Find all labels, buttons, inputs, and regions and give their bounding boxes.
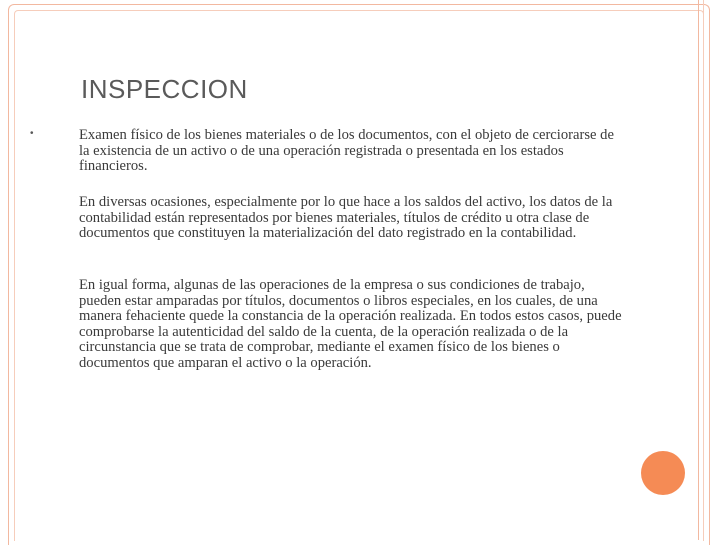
bullet-marker: •: [30, 128, 34, 139]
paragraph-definition: Examen físico de los bienes materiales o de los documentos, con el objeto de cerciorarse de la existencia de un activo o de una operación registrada o presentada en los estados financieros.: [79, 127, 614, 175]
paragraph-activo: En diversas ocasiones, especialmente por lo que hace a los saldos del activo, los datos de la contabilidad están representados por bienes materiales, títulos de crédito u otra clase de documentos que constituyen la materialización del dato registrado en la contabilidad.: [79, 194, 613, 242]
paragraph-operaciones: En igual forma, algunas de las operaciones de la empresa o sus condiciones de trabajo, pueden estar amparadas por títulos, documentos o libros especiales, en los cuales, de una manera fehaciente quede la constancia de la operación realizada. En todos estos casos, puede comprobarse la autenticidad del saldo de la cuenta, de la operación realizada o de la circunstancia que se trata de comprobar, mediante el examen físico de los bienes o documentos que amparan el activo o la operación.: [79, 277, 622, 371]
slide-title: INSPECCION: [81, 74, 248, 104]
frame-vertical-line-inner: [703, 0, 704, 540]
decorative-circle: [641, 451, 685, 495]
frame-vertical-line: [698, 0, 699, 540]
